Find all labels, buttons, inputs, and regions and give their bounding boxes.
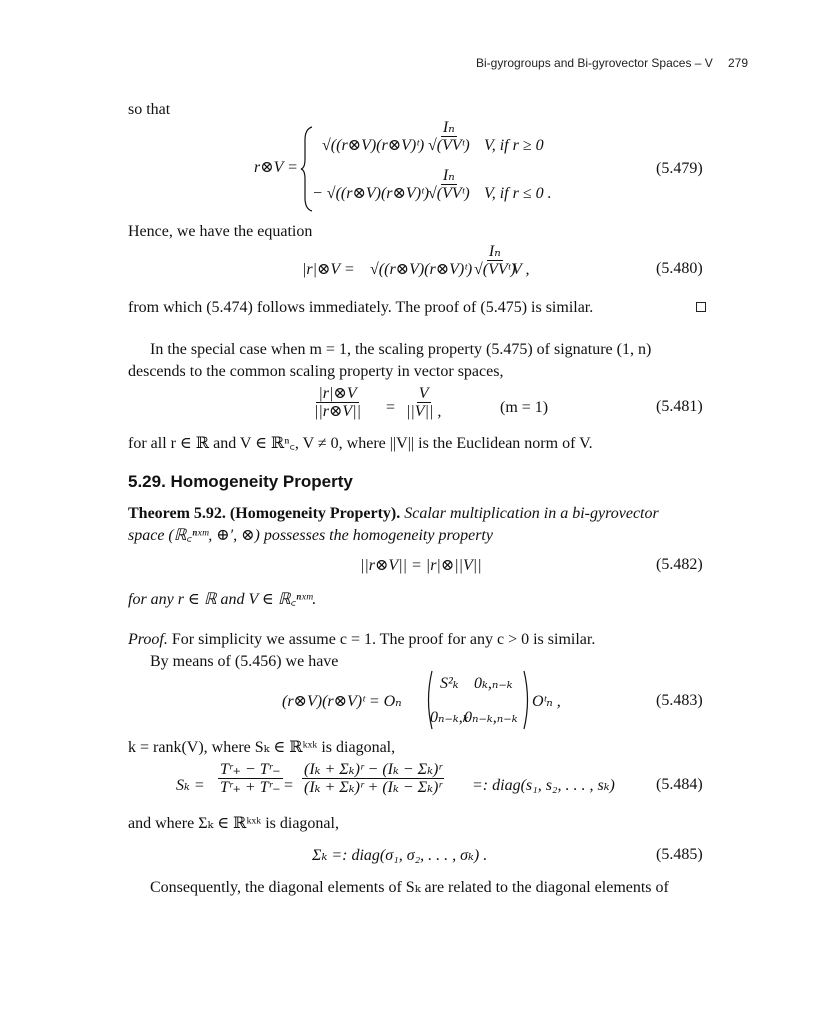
eq-480-lhs: |r|⊗V = bbox=[302, 261, 355, 278]
theorem-for-any: for any r ∈ ℝ and V ∈ ℝ꜀ⁿˣᵐ. bbox=[128, 591, 317, 608]
eq-481-equals: = bbox=[386, 399, 396, 416]
eq-479-number: (5.479) bbox=[656, 160, 703, 177]
proof-label: Proof. bbox=[128, 631, 168, 648]
eq-482-number: (5.482) bbox=[656, 556, 703, 573]
eq-485-number: (5.485) bbox=[656, 846, 703, 863]
theorem-heading: Theorem 5.92. (Homogeneity Property). bbox=[128, 505, 401, 522]
eq-484-den2: (Iₖ + Σₖ)ʳ + (Iₖ − Σₖ)ʳ bbox=[304, 779, 442, 796]
eq-484-rhs: =: diag(s₁, s₂, . . . , sₖ) bbox=[472, 777, 615, 794]
eq-480-expr: √((r⊗V)(r⊗V)ᵗ) bbox=[370, 261, 473, 278]
theorem-body-line1: Scalar multiplication in a bi-gyrovector bbox=[404, 505, 659, 522]
eq-481-num1: |r|⊗V bbox=[318, 385, 357, 402]
eq-479-row1-cond: V, if r ≥ 0 bbox=[484, 137, 544, 154]
eq-484-den1: Tʳ₊ + Tʳ₋ bbox=[220, 779, 281, 796]
theorem-line1 bbox=[128, 504, 659, 524]
eq-483-rhs: Oᵗₙ , bbox=[532, 693, 561, 710]
eq-482-expr: ||r⊗V|| = |r|⊗||V|| bbox=[360, 557, 482, 574]
eq-483-m12: 0ₖ,ₙ₋ₖ bbox=[474, 675, 513, 692]
eq-484-frac-left bbox=[218, 762, 283, 797]
eq-480-number: (5.480) bbox=[656, 260, 703, 277]
eq-481-frac-left bbox=[312, 386, 363, 421]
paragraph-special-case-line2: descends to the common scaling property in vector spaces, bbox=[128, 363, 504, 380]
paragraph-for-all: for all r ∈ ℝ and V ∈ ℝⁿ꜀, V ≠ 0, where ||V|| is the Euclidean norm of V. bbox=[128, 435, 593, 452]
eq-479-row1-expr: √((r⊗V)(r⊗V)ᵗ) bbox=[322, 137, 425, 154]
right-paren-icon bbox=[522, 670, 532, 730]
eq-479-row1-frac-num: Iₙ bbox=[442, 119, 455, 136]
eq-483-m21: 0ₙ₋ₖ,ₖ bbox=[430, 709, 469, 726]
paragraph-k-rank: k = rank(V), where Sₖ ∈ ℝᵏˣᵏ is diagonal, bbox=[128, 739, 396, 756]
paragraph-hence: Hence, we have the equation bbox=[128, 223, 313, 240]
page-number: 279 bbox=[728, 56, 749, 70]
proof-line1 bbox=[128, 630, 595, 650]
paragraph-from-which: from which (5.474) follows immediately. The proof of (5.475) is similar. bbox=[128, 299, 594, 316]
eq-481-number: (5.481) bbox=[656, 398, 703, 415]
eq-481-condition: (m = 1) bbox=[500, 399, 549, 416]
eq-479-row2-expr: − √((r⊗V)(r⊗V)ᵗ) bbox=[312, 185, 430, 202]
paragraph-and-where: and where Σₖ ∈ ℝᵏˣᵏ is diagonal, bbox=[128, 815, 339, 832]
eq-484-num1: Tʳ₊ − Tʳ₋ bbox=[220, 761, 281, 778]
theorem-body-line2: space (ℝ꜀ⁿˣᵐ, ⊕′, ⊗) possesses the homogeneity property bbox=[128, 527, 493, 544]
eq-479-row2-frac bbox=[426, 168, 472, 203]
eq-484-number: (5.484) bbox=[656, 776, 703, 793]
eq-484-lhs: Sₖ = bbox=[176, 777, 205, 794]
eq-483-lhs: (r⊗V)(r⊗V)ᵗ = Oₙ bbox=[282, 693, 402, 710]
proof-line2: By means of (5.456) we have bbox=[150, 653, 339, 670]
eq-483-number: (5.483) bbox=[656, 692, 703, 709]
eq-485-expr: Σₖ =: diag(σ₁, σ₂, . . . , σₖ) . bbox=[312, 847, 488, 864]
eq-479-lhs: r⊗V = bbox=[254, 159, 298, 176]
section-heading: 5.29. Homogeneity Property bbox=[128, 472, 353, 491]
eq-483-m11: S²ₖ bbox=[440, 675, 459, 692]
eq-480-tail: V , bbox=[512, 261, 530, 278]
paragraph-consequently: Consequently, the diagonal elements of Sₖ are related to the diagonal elements of bbox=[150, 879, 669, 896]
eq-480-frac-num: Iₙ bbox=[488, 243, 501, 260]
eq-479-row2-frac-den: √(VVᵗ) bbox=[428, 185, 470, 202]
eq-484-frac-right bbox=[302, 762, 444, 797]
eq-481-den1: ||r⊗V|| bbox=[314, 403, 361, 420]
eq-479-row1-frac-den: √(VVᵗ) bbox=[428, 137, 470, 154]
eq-484-equals: = bbox=[284, 777, 294, 794]
eq-479-row1-frac bbox=[426, 120, 472, 155]
eq-481-frac-right bbox=[404, 386, 443, 421]
running-title: Bi-gyrogroups and Bi-gyrovector Spaces – V bbox=[476, 56, 713, 70]
paragraph-special-case-line1: In the special case when m = 1, the scaling property (5.475) of signature (1, n) bbox=[150, 341, 652, 358]
eq-481-den2: ||V|| , bbox=[406, 403, 442, 420]
eq-484-num2: (Iₖ + Σₖ)ʳ − (Iₖ − Σₖ)ʳ bbox=[304, 761, 442, 778]
eq-481-num2: V bbox=[418, 385, 429, 402]
eq-480-frac-den: √(VVᵗ) bbox=[474, 261, 516, 278]
eq-480-frac bbox=[472, 244, 518, 279]
eq-479-row2-cond: V, if r ≤ 0 . bbox=[484, 185, 552, 202]
qed-square-icon bbox=[696, 302, 706, 312]
eq-483-m22: 0ₙ₋ₖ,ₙ₋ₖ bbox=[464, 709, 518, 726]
paragraph-so-that: so that bbox=[128, 101, 171, 118]
proof-text-line1: For simplicity we assume c = 1. The proof for any c > 0 is similar. bbox=[171, 631, 596, 648]
eq-479-row2-frac-num: Iₙ bbox=[442, 167, 455, 184]
